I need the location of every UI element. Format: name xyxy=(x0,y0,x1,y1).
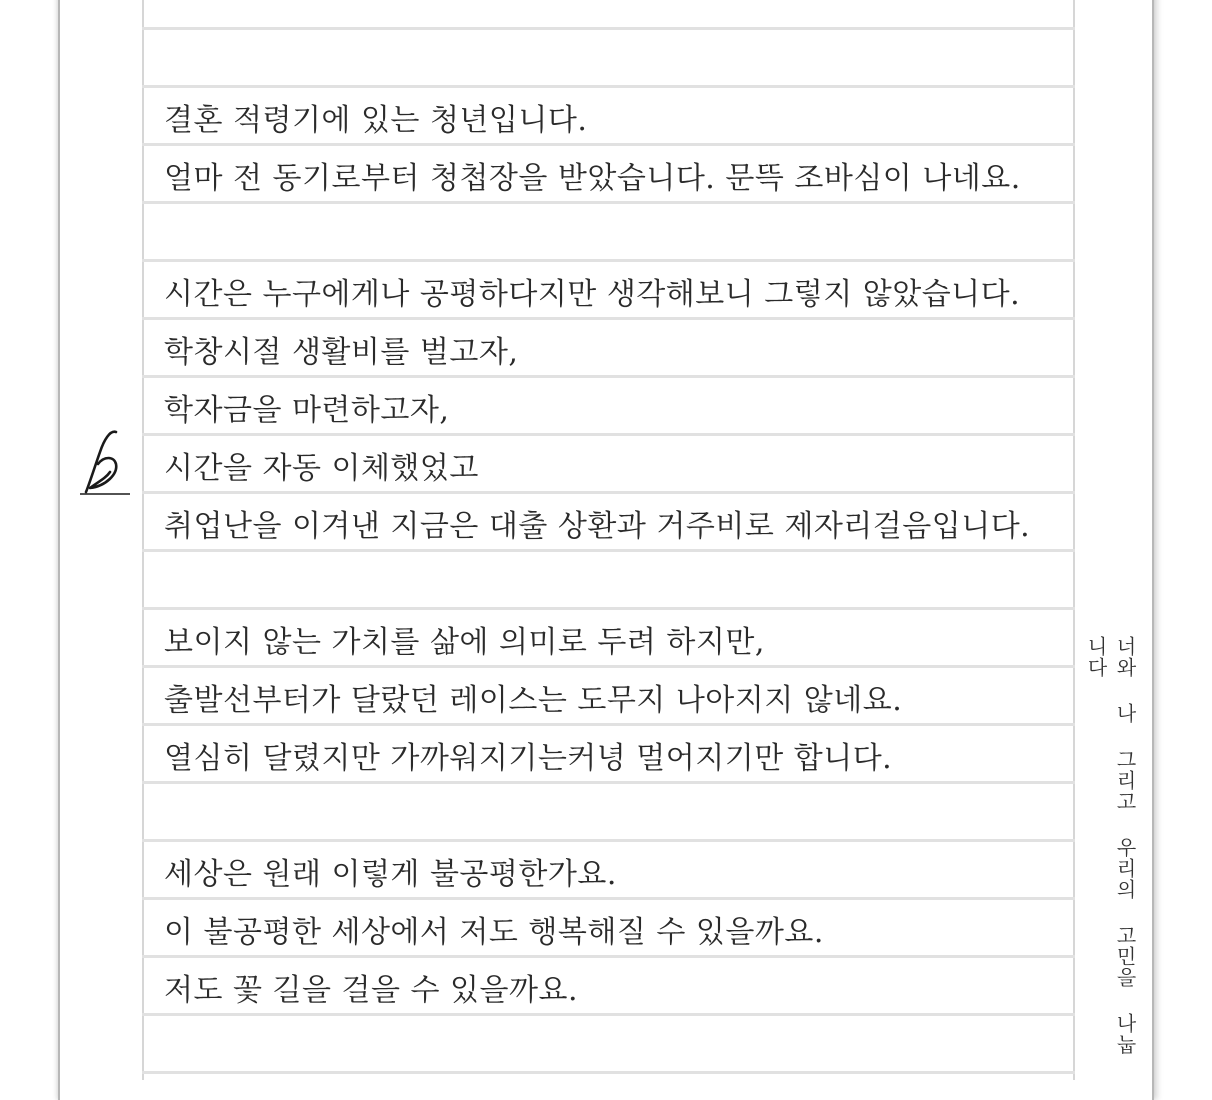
side-caption: 너와 나 그리고 우리의 고민을 나눕니다 xyxy=(1084,636,1137,1055)
letter-line xyxy=(142,900,1075,958)
letter-line-text: 보이지 않는 가치를 삶에 의미로 두려 하지만, xyxy=(164,625,765,660)
letter-line-text: 열심히 달렸지만 가까워지기는커녕 멀어지기만 합니다. xyxy=(164,741,893,776)
letter-line xyxy=(142,436,1075,494)
letter-line xyxy=(142,610,1075,668)
letter-line xyxy=(142,30,1075,88)
letter-line xyxy=(142,88,1075,146)
letter-line xyxy=(142,784,1075,842)
signature-icon xyxy=(76,426,132,498)
letter-line-text: 이 불공평한 세상에서 저도 행복해질 수 있을까요. xyxy=(164,915,824,950)
letter-line xyxy=(142,842,1075,900)
letter-line xyxy=(142,726,1075,784)
letter-line-text: 세상은 원래 이렇게 불공평한가요. xyxy=(164,857,617,892)
letter-line xyxy=(142,262,1075,320)
letter-line-text: 학창시절 생활비를 벌고자, xyxy=(164,335,519,370)
letter-line xyxy=(142,320,1075,378)
letter-line xyxy=(142,378,1075,436)
letter-line-text: 결혼 적령기에 있는 청년입니다. xyxy=(164,103,588,138)
letter-line xyxy=(142,146,1075,204)
letter-line-text: 시간은 누구에게나 공평하다지만 생각해보니 그렇지 않았습니다. xyxy=(164,277,1021,312)
letter-line xyxy=(142,204,1075,262)
letter-line xyxy=(142,494,1075,552)
letter-line xyxy=(142,552,1075,610)
letter-line-text: 학자금을 마련하고자, xyxy=(164,393,450,428)
letter-line xyxy=(142,958,1075,1016)
letter-line-text: 출발선부터가 달랐던 레이스는 도무지 나아지지 않네요. xyxy=(164,683,903,718)
letter-line-text: 얼마 전 동기로부터 청첩장을 받았습니다. 문뜩 조바심이 나네요. xyxy=(164,161,1021,196)
letter-line-text: 시간을 자동 이체했었고 xyxy=(164,451,479,486)
letter-line xyxy=(142,1016,1075,1074)
letter-line-text: 취업난을 이겨낸 지금은 대출 상환과 거주비로 제자리걸음입니다. xyxy=(164,509,1031,544)
letter-line xyxy=(142,0,1075,30)
letter-line xyxy=(142,668,1075,726)
letter-line-text: 저도 꽃 길을 걸을 수 있을까요. xyxy=(164,973,578,1008)
